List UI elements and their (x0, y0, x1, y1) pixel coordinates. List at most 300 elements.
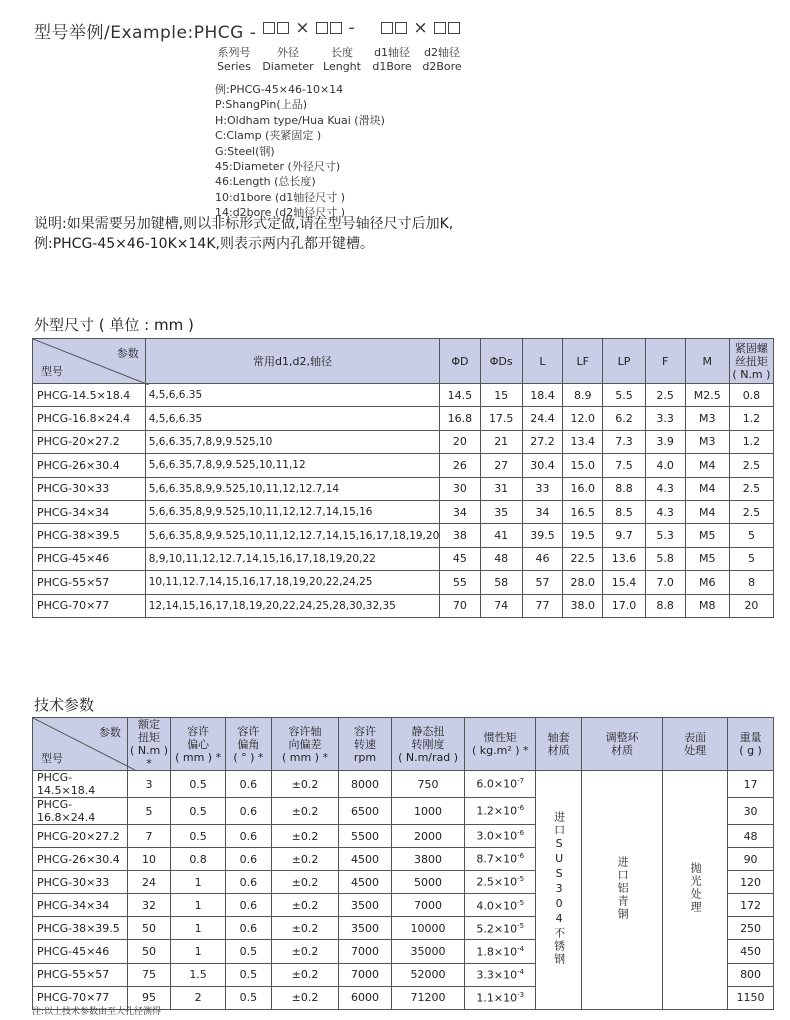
value-cell: 0.6 (225, 771, 271, 798)
keyway-note (34, 214, 453, 254)
box-icon (277, 22, 289, 34)
model-cell: PHCG-70×77 (33, 594, 146, 617)
value-cell: 35000 (391, 940, 465, 963)
header-line: 轴套 (547, 731, 570, 744)
value-cell: M3 (685, 430, 729, 453)
value-cell: 0.6 (225, 798, 271, 825)
value-cell: 17.0 (603, 594, 645, 617)
value-cell: 15.4 (603, 571, 645, 594)
header-line: 处理 (684, 744, 707, 757)
value-cell: 3500 (339, 917, 392, 940)
torque-line: 丝扭矩 (734, 354, 768, 368)
inertia-cell (465, 771, 536, 798)
inertia-base: 1.2×10 (476, 804, 518, 818)
value-cell: 7000 (339, 963, 392, 986)
ring-material-cell (582, 771, 663, 1010)
weight-cell: 30 (728, 798, 774, 825)
tech-header-cell (582, 718, 663, 771)
value-cell: 41 (480, 524, 522, 547)
corner-param: 参数 (98, 726, 121, 739)
value-cell: 8000 (339, 771, 392, 798)
header-line: 静态扭 (411, 724, 445, 738)
inertia-cell (465, 986, 536, 1009)
inertia-cell (465, 917, 536, 940)
value-cell: 8 (729, 571, 773, 594)
header-line: 容许轴 (288, 724, 322, 738)
value-cell: 7 (127, 825, 170, 848)
times-sign: × (413, 18, 428, 38)
inertia-exponent: -6 (517, 804, 525, 813)
value-cell: 27.2 (522, 430, 562, 453)
model-cell: PHCG-34×34 (33, 894, 128, 917)
model-cell: PHCG-26×30.4 (33, 848, 128, 871)
model-cell: PHCG-34×34 (33, 500, 146, 523)
model-cell: PHCG-55×57 (33, 963, 128, 986)
weight-cell: 17 (728, 771, 774, 798)
value-cell: 75 (127, 963, 170, 986)
inertia-cell (465, 825, 536, 848)
corner-param: 参数 (116, 347, 139, 360)
weight-cell: 120 (728, 871, 774, 894)
value-cell: 48 (480, 547, 522, 570)
value-cell: 0.6 (225, 894, 271, 917)
legend-d2-cn: d2轴径 (424, 46, 460, 59)
value-cell: ±0.2 (271, 940, 338, 963)
value-cell: 1000 (391, 798, 465, 825)
value-cell: 3800 (391, 848, 465, 871)
model-cell: PHCG-38×39.5 (33, 524, 146, 547)
tech-title: 技术参数 (34, 696, 95, 714)
value-cell: 10 (127, 848, 170, 871)
tech-header-cell (663, 718, 728, 771)
model-cell: PHCG-38×39.5 (33, 917, 128, 940)
value-cell: 15.0 (563, 454, 603, 477)
value-cell: 1.2 (729, 407, 773, 430)
bores-cell: 4,5,6,6.35 (145, 407, 440, 430)
value-cell: 8.5 (603, 500, 645, 523)
note-line: 说明:如果需要另加键槽,则以非标形式定做,请在型号轴径尺寸后加K, (34, 216, 454, 232)
value-cell: 5 (729, 547, 773, 570)
value-cell: 7000 (391, 894, 465, 917)
value-cell: 3.9 (645, 430, 685, 453)
header-f: F (645, 339, 685, 384)
value-cell: 14.5 (440, 384, 480, 407)
model-cell: PHCG-26×30.4 (33, 454, 146, 477)
header-line: 材质 (611, 744, 634, 757)
value-cell: M2.5 (685, 384, 729, 407)
value-cell: 4.3 (645, 500, 685, 523)
header-lf: LF (563, 339, 603, 384)
bores-cell: 5,6,6.35,8,9,9.525,10,11,12,12.7,14,15,16,17,18,19,20 (145, 524, 440, 547)
value-cell: M4 (685, 477, 729, 500)
model-cell: PHCG-20×27.2 (33, 430, 146, 453)
value-cell: ±0.2 (271, 848, 338, 871)
value-cell: 38 (440, 524, 480, 547)
value-cell: 5 (127, 798, 170, 825)
weight-cell: 90 (728, 848, 774, 871)
value-cell: 10000 (391, 917, 465, 940)
value-cell: 9.7 (603, 524, 645, 547)
value-cell: 71200 (391, 986, 465, 1009)
value-cell: ±0.2 (271, 894, 338, 917)
value-cell: 52000 (391, 963, 465, 986)
value-cell: 3 (127, 771, 170, 798)
legend-length-cn: 长度 (331, 46, 353, 59)
tech-header-cell (171, 718, 226, 771)
inertia-exponent: -5 (517, 898, 525, 907)
value-cell: 6.2 (603, 407, 645, 430)
table-row (33, 384, 774, 407)
dash-sign: - (348, 18, 355, 38)
value-cell: M8 (685, 594, 729, 617)
inertia-base: 2.5×10 (476, 876, 518, 890)
header-line: 重量 (739, 731, 762, 744)
value-cell: 22.5 (563, 547, 603, 570)
value-cell: 8.9 (563, 384, 603, 407)
header-line: 向偏差 (288, 737, 322, 751)
value-cell: 8.8 (645, 594, 685, 617)
header-line: ( mm ) * (175, 750, 222, 764)
header-torque (729, 339, 773, 384)
box-icon (434, 22, 446, 34)
value-cell: 24.4 (522, 407, 562, 430)
inertia-base: 5.2×10 (476, 922, 518, 936)
bores-cell: 8,9,10,11,12,12.7,14,15,16,17,18,19,20,22 (145, 547, 440, 570)
model-cell: PHCG-55×57 (33, 571, 146, 594)
value-cell: 20 (440, 430, 480, 453)
value-cell: 13.6 (603, 547, 645, 570)
value-cell: 5.8 (645, 547, 685, 570)
value-cell: M4 (685, 500, 729, 523)
value-cell: 5.5 (603, 384, 645, 407)
value-cell: 0.5 (225, 986, 271, 1009)
table-row (33, 571, 774, 594)
note-line: 例:PHCG-45×46-10K×14K,则表示两内孔都开键槽。 (34, 236, 374, 252)
torque-line: 紧固螺 (734, 341, 768, 355)
ring-material-cell-text: 进口铝青铜 (616, 855, 630, 921)
footnote: 注:以上技术参数由至大孔径测得 (32, 1007, 162, 1017)
value-cell: M5 (685, 547, 729, 570)
value-cell: 0.5 (171, 798, 226, 825)
value-cell: 750 (391, 771, 465, 798)
weight-cell: 800 (728, 963, 774, 986)
header-od: ΦD (440, 339, 480, 384)
header-bores: 常用d1,d2,轴径 (145, 339, 440, 384)
example-line: 45:Diameter (外径尺寸) (215, 160, 341, 174)
header-ods: ΦDs (480, 339, 522, 384)
value-cell: 1 (171, 894, 226, 917)
tech-header-cell (728, 718, 774, 771)
value-cell: 7.3 (603, 430, 645, 453)
model-cell: PHCG-16.8×24.4 (33, 798, 128, 825)
bores-cell: 5,6,6.35,8,9,9.525,10,11,12,12.7,14,15,16 (145, 500, 440, 523)
box-icon (316, 22, 328, 34)
header-line: ( N.m/rad ) (398, 750, 459, 764)
value-cell: 18.4 (522, 384, 562, 407)
header-line: ( kg.m² ) * (471, 744, 529, 757)
torque-line: ( N.m ) (732, 367, 771, 381)
table-header-row (33, 718, 774, 771)
value-cell: 34 (522, 500, 562, 523)
header-line: ( ° ) * (233, 750, 264, 764)
value-cell: ±0.2 (271, 771, 338, 798)
value-cell: 2.5 (729, 454, 773, 477)
example-line: 例:PHCG-45×46-10×14 (215, 83, 344, 96)
value-cell: ±0.2 (271, 825, 338, 848)
model-cell: PHCG-20×27.2 (33, 825, 128, 848)
value-cell: 5 (729, 524, 773, 547)
header-line: 扭矩 (138, 731, 161, 744)
box-icon (381, 22, 393, 34)
tech-params-table (32, 717, 774, 1010)
model-example-title (34, 18, 256, 43)
value-cell: 39.5 (522, 524, 562, 547)
model-cell: PHCG-70×77 (33, 986, 128, 1009)
example-line: H:Oldham type/Hua Kuai (滑块) (215, 113, 385, 127)
inertia-base: 1.1×10 (476, 991, 518, 1005)
value-cell: 8.8 (603, 477, 645, 500)
bores-cell: 5,6,6.35,7,8,9,9.525,10,11,12 (145, 454, 440, 477)
inertia-base: 3.3×10 (476, 968, 518, 982)
tech-header-cell (271, 718, 338, 771)
value-cell: 12.0 (563, 407, 603, 430)
value-cell: 77 (522, 594, 562, 617)
inertia-base: 6.0×10 (476, 777, 518, 791)
value-cell: 30.4 (522, 454, 562, 477)
model-cell: PHCG-30×33 (33, 477, 146, 500)
table-row (33, 547, 774, 570)
inertia-exponent: -6 (517, 829, 525, 838)
value-cell: 38.0 (563, 594, 603, 617)
value-cell: 21 (480, 430, 522, 453)
value-cell: 6500 (339, 798, 392, 825)
value-cell: 4.0 (645, 454, 685, 477)
inertia-base: 1.8×10 (476, 945, 518, 959)
inertia-exponent: -6 (517, 852, 525, 861)
inertia-exponent: -7 (517, 777, 525, 786)
value-cell: 0.8 (729, 384, 773, 407)
tech-header-cell (339, 718, 392, 771)
header-line: 转速 (353, 737, 376, 751)
value-cell: 0.5 (225, 940, 271, 963)
table-row (33, 477, 774, 500)
table-row (33, 594, 774, 617)
legend-d1-cn: d1轴径 (374, 46, 410, 59)
value-cell: 2.5 (645, 384, 685, 407)
value-cell: M4 (685, 454, 729, 477)
corner-cell (33, 339, 146, 384)
value-cell: ±0.2 (271, 986, 338, 1009)
value-cell: 28.0 (563, 571, 603, 594)
value-cell: 19.5 (563, 524, 603, 547)
value-cell: 16.0 (563, 477, 603, 500)
bores-cell: 12,14,15,16,17,18,19,20,22,24,25,28,30,32,35 (145, 594, 440, 617)
value-cell: 31 (480, 477, 522, 500)
inertia-exponent: -3 (517, 990, 525, 999)
title-text: 型号举例/Example:PHCG - (34, 23, 257, 43)
value-cell: 5.3 (645, 524, 685, 547)
code-boxes-2 (380, 18, 461, 38)
inertia-cell (465, 940, 536, 963)
sleeve-material-cell-text: 进口SUS304不锈钢 (552, 810, 566, 966)
header-line: 表面 (684, 731, 707, 744)
value-cell: 4500 (339, 871, 392, 894)
legend-series-en: Series (217, 60, 251, 73)
header-line: 容许 (187, 724, 210, 738)
inertia-exponent: -5 (517, 875, 525, 884)
model-cell: PHCG-14.5×18.4 (33, 384, 146, 407)
value-cell: 2 (171, 986, 226, 1009)
weight-cell: 250 (728, 917, 774, 940)
sleeve-material-cell (536, 771, 582, 1010)
dimensions-title: 外型尺寸 ( 单位 : mm ) (34, 316, 194, 334)
model-cell: PHCG-30×33 (33, 871, 128, 894)
legend-diameter-cn: 外径 (277, 46, 299, 59)
value-cell: 55 (440, 571, 480, 594)
value-cell: 46 (522, 547, 562, 570)
value-cell: M6 (685, 571, 729, 594)
legend-series-cn: 系列号 (217, 46, 251, 59)
example-line: 14:d2bore (d2轴径尺寸 ) (215, 206, 346, 220)
inertia-exponent: -4 (517, 967, 525, 976)
value-cell: 1.5 (171, 963, 226, 986)
value-cell: 32 (127, 894, 170, 917)
value-cell: 57 (522, 571, 562, 594)
value-cell: 4.3 (645, 477, 685, 500)
value-cell: 24 (127, 871, 170, 894)
legend-diameter-en: Diameter (262, 60, 314, 73)
value-cell: 16.8 (440, 407, 480, 430)
tech-header-cell (391, 718, 465, 771)
inertia-base: 4.0×10 (476, 899, 518, 913)
weight-cell: 450 (728, 940, 774, 963)
value-cell: 13.4 (563, 430, 603, 453)
value-cell: 4500 (339, 848, 392, 871)
value-cell: 17.5 (480, 407, 522, 430)
header-line: 转刚度 (411, 737, 445, 751)
value-cell: 95 (127, 986, 170, 1009)
value-cell: 33 (522, 477, 562, 500)
value-cell: 70 (440, 594, 480, 617)
value-cell: 20 (729, 594, 773, 617)
value-cell: 30 (440, 477, 480, 500)
weight-cell: 48 (728, 825, 774, 848)
value-cell: ±0.2 (271, 798, 338, 825)
table-row (33, 500, 774, 523)
value-cell: ±0.2 (271, 963, 338, 986)
inertia-base: 3.0×10 (476, 829, 518, 843)
inertia-base: 8.7×10 (476, 852, 518, 866)
value-cell: 3500 (339, 894, 392, 917)
value-cell: 45 (440, 547, 480, 570)
table-row (33, 430, 774, 453)
value-cell: 0.8 (171, 848, 226, 871)
weight-cell: 172 (728, 894, 774, 917)
example-line: P:ShangPin(上品) (215, 98, 307, 112)
value-cell: 7000 (339, 940, 392, 963)
legend-d2-en: d2Bore (422, 60, 462, 73)
inertia-cell (465, 798, 536, 825)
header-line: 惯性矩 (483, 731, 517, 744)
value-cell: 15 (480, 384, 522, 407)
legend-length-en: Lenght (323, 60, 361, 73)
header-line: ( N.m ) * (130, 744, 169, 770)
header-lp: LP (603, 339, 645, 384)
value-cell: 74 (480, 594, 522, 617)
value-cell: 5000 (391, 871, 465, 894)
inertia-cell (465, 963, 536, 986)
box-icon (330, 22, 342, 34)
dimensions-table (32, 338, 774, 618)
value-cell: 26 (440, 454, 480, 477)
header-m: M (685, 339, 729, 384)
times-sign: × (295, 18, 310, 38)
value-cell: 1 (171, 940, 226, 963)
header-line: 容许 (237, 724, 260, 738)
header-l: L (522, 339, 562, 384)
header-line: rpm (353, 750, 377, 764)
example-line: G:Steel(钢) (215, 144, 275, 158)
header-line: ( mm ) * (281, 750, 328, 764)
bores-cell: 4,5,6,6.35 (145, 384, 440, 407)
value-cell: 0.6 (225, 871, 271, 894)
value-cell: 1 (171, 871, 226, 894)
value-cell: 0.5 (171, 825, 226, 848)
value-cell: 3.3 (645, 407, 685, 430)
value-cell: 50 (127, 917, 170, 940)
header-line: 偏心 (187, 737, 210, 751)
header-line: ( g ) (739, 744, 762, 757)
value-cell: 58 (480, 571, 522, 594)
box-icon (263, 22, 275, 34)
model-cell: PHCG-45×46 (33, 940, 128, 963)
weight-cell: 1150 (728, 986, 774, 1009)
table-row (33, 407, 774, 430)
box-icon (395, 22, 407, 34)
value-cell: 2000 (391, 825, 465, 848)
value-cell: 5500 (339, 825, 392, 848)
table-row (33, 771, 774, 798)
model-cell: PHCG-16.8×24.4 (33, 407, 146, 430)
bores-cell: 5,6,6.35,8,9,9.525,10,11,12,12.7,14 (145, 477, 440, 500)
value-cell: 50 (127, 940, 170, 963)
value-cell: 34 (440, 500, 480, 523)
model-cell: PHCG-45×46 (33, 547, 146, 570)
model-cell: PHCG-14.5×18.4 (33, 771, 128, 798)
example-list (215, 82, 385, 221)
bores-cell: 5,6,6.35,7,8,9,9.525,10 (145, 430, 440, 453)
header-line: 材质 (547, 744, 570, 757)
inertia-exponent: -4 (517, 944, 525, 953)
value-cell: 0.5 (225, 963, 271, 986)
header-line: 偏角 (237, 737, 260, 751)
surface-cell-text: 抛光处理 (689, 862, 703, 915)
value-cell: 6000 (339, 986, 392, 1009)
table-header-row (33, 339, 774, 384)
surface-cell (663, 771, 728, 1010)
example-line: 46:Length (总长度) (215, 175, 316, 189)
inertia-cell (465, 848, 536, 871)
header-line: 调整环 (605, 731, 639, 744)
value-cell: 2.5 (729, 477, 773, 500)
value-cell: ±0.2 (271, 917, 338, 940)
value-cell: 35 (480, 500, 522, 523)
corner-model: 型号 (41, 752, 63, 765)
tech-header-cell (225, 718, 271, 771)
box-icon (448, 22, 460, 34)
value-cell: ±0.2 (271, 871, 338, 894)
inertia-cell (465, 871, 536, 894)
